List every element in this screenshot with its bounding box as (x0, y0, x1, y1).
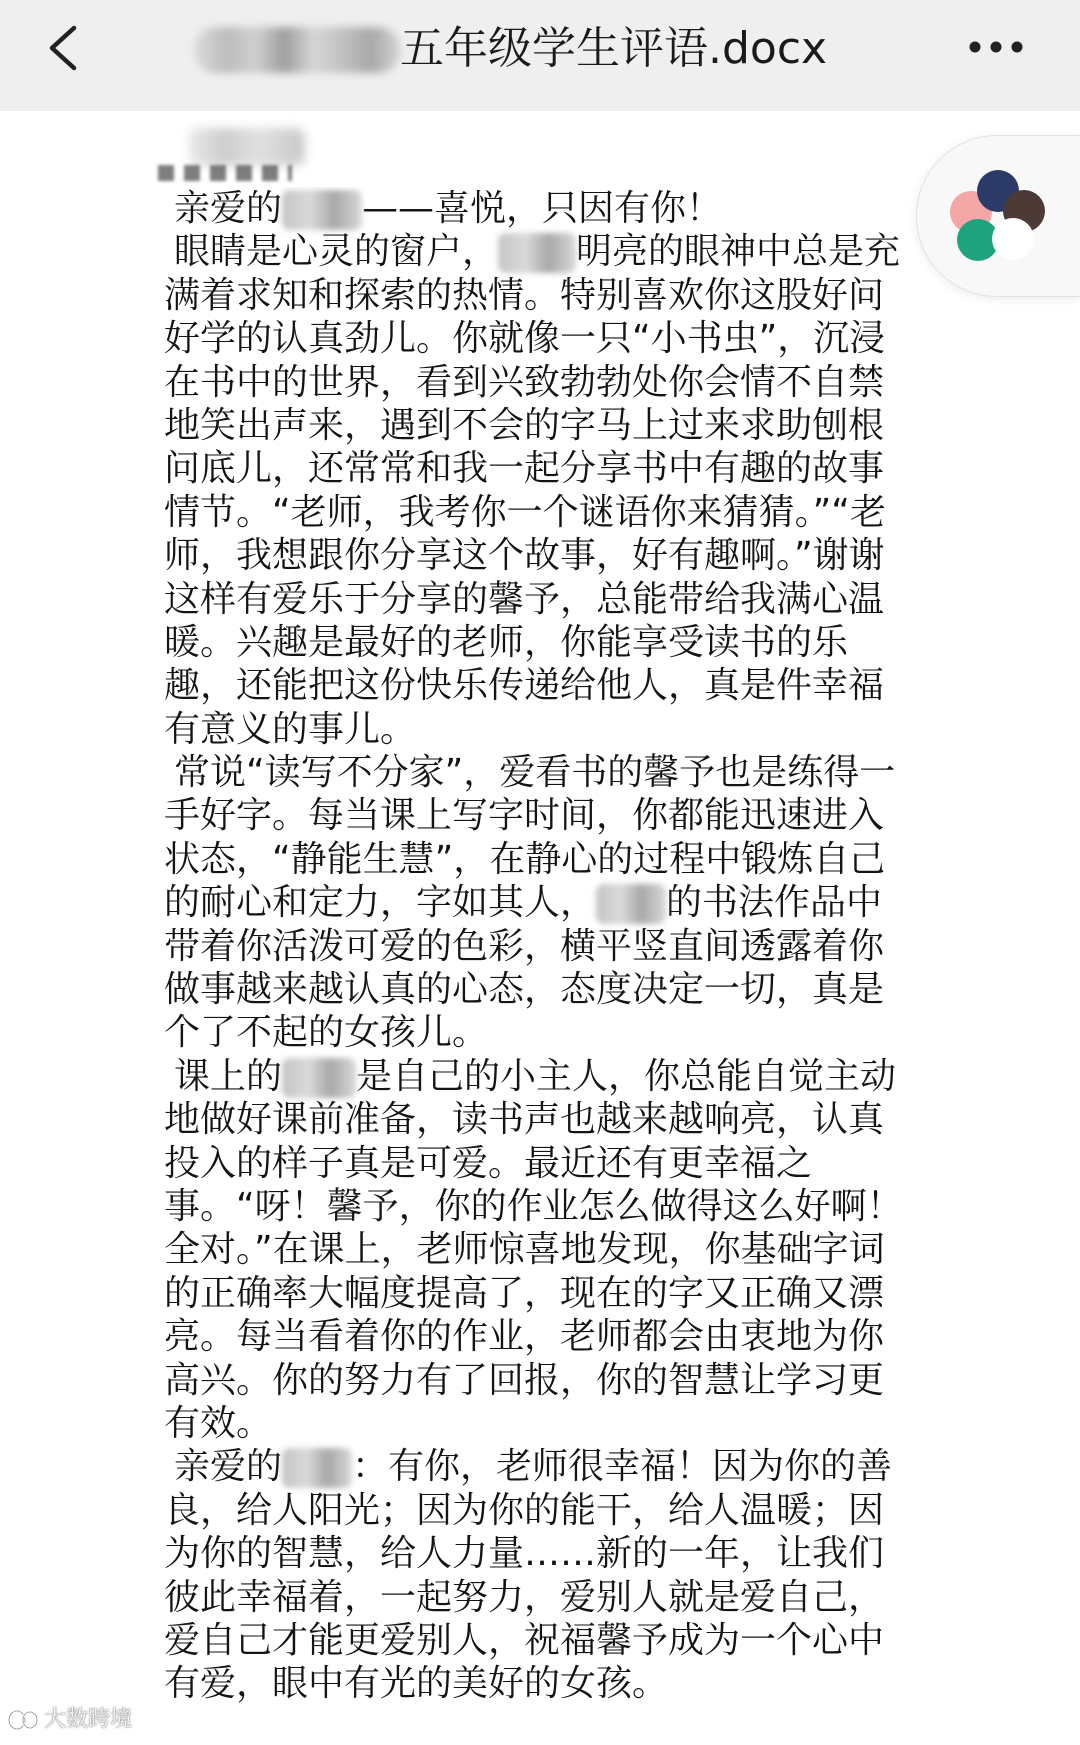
document-line: 做事越来越认真的心态，态度决定一切，真是 (164, 969, 885, 1011)
paragraph-closing (164, 1445, 924, 1705)
line-text: 的书法作品中 (666, 882, 883, 924)
document-line (164, 187, 924, 230)
redacted-name (596, 884, 666, 924)
document-line: 在书中的世界，看到兴致勃勃处你会情不自禁 (164, 361, 885, 403)
more-options-button[interactable] (962, 34, 1030, 60)
line-text: 明亮的眼神中总是充 (576, 231, 901, 273)
redacted-name (282, 190, 362, 230)
document-line: 带着你活泼可爱的色彩，横平竖直间透露着你 (164, 925, 885, 967)
line-text: ——喜悦，只因有你！ (362, 188, 723, 229)
document-line: 投入的样子真是可爱。最近还有更幸福之 (164, 1142, 813, 1184)
document-title: 五年级学生评语.docx (400, 23, 828, 74)
chevron-left-icon (44, 24, 84, 72)
top-navigation-bar (0, 0, 1080, 111)
document-line: 有爱，眼中有光的美好的女孩。 (164, 1663, 669, 1705)
line-text: 亲爱的 (174, 1446, 283, 1488)
paragraph-greeting (164, 187, 924, 230)
watermark-logo-icon (6, 1708, 40, 1732)
document-line (164, 1055, 924, 1098)
document-body (164, 187, 924, 1706)
document-line: 地笑出声来，遇到不会的字马上过来求助刨根 (164, 404, 885, 446)
redacted-name (282, 1448, 352, 1488)
document-line: 地做好课前准备，读书声也越来越响亮，认真 (164, 1099, 885, 1141)
document-line: 彼此幸福着，一起努力，爱别人就是爱自己， (164, 1576, 885, 1618)
back-button[interactable] (44, 24, 84, 72)
document-line: 为你的智慧，给人力量……新的一年，让我们 (164, 1533, 885, 1575)
document-line: 常说“读写不分家”，爱看书的馨予也是练得一 (174, 752, 896, 794)
app-logo-icon (917, 136, 1080, 298)
floating-app-button[interactable] (916, 135, 1080, 297)
paragraph-classroom (164, 1055, 924, 1446)
document-line: 全对。”在课上，老师惊喜地发现，你基础字词 (164, 1229, 885, 1271)
document-line: 师，我想跟你分享这个故事，好有趣啊。”谢谢 (164, 535, 885, 577)
cutoff-text-fragment (158, 165, 292, 181)
document-line: 个了不起的女孩儿。 (164, 1012, 489, 1054)
redacted-name (282, 1058, 356, 1098)
document-line: 亮。每当看着你的作业，老师都会由衷地为你 (164, 1316, 885, 1358)
line-text: 眼睛是心灵的窗户， (174, 231, 499, 273)
more-horizontal-icon (962, 34, 1030, 60)
document-line (164, 230, 924, 273)
line-text: 的耐心和定力，字如其人， (164, 882, 597, 924)
line-text: 课上的 (174, 1055, 283, 1097)
document-line: 问底儿，还常常和我一起分享书中有趣的故事 (164, 448, 885, 490)
line-text: 是自己的小主人，你总能自觉主动 (356, 1055, 897, 1097)
document-line: 情节。“老师，我考你一个谜语你来猜猜。”“老 (164, 491, 886, 533)
document-line: 良，给人阳光；因为你的能干，给人温暖；因 (164, 1489, 885, 1531)
watermark-text: 大数跨境 (44, 1707, 133, 1732)
document-line: 手好字。每当课上写字时间，你都能迅速进入 (164, 795, 885, 837)
document-line: 高兴。你的努力有了回报，你的智慧让学习更 (164, 1359, 885, 1401)
document-line: 有效。 (164, 1402, 273, 1444)
paragraph-reading (164, 230, 924, 751)
document-line: 满着求知和探索的热情。特别喜欢你这股好问 (164, 274, 885, 316)
watermark (6, 1707, 132, 1733)
document-line: 好学的认真劲儿。你就像一只“小书虫”，沉浸 (164, 318, 886, 360)
document-line: 的正确率大幅度提高了，现在的字又正确又漂 (164, 1272, 885, 1314)
document-line: 趣，还能把这份快乐传递给他人，真是件幸福 (164, 665, 885, 707)
document-line (164, 881, 924, 924)
document-line: 这样有爱乐于分享的馨予，总能带给我满心温 (164, 578, 885, 620)
document-line: 有意义的事儿。 (164, 708, 417, 750)
paragraph-calligraphy (164, 751, 924, 1055)
document-line: 状态，“静能生慧”，在静心的过程中锻炼自己 (164, 838, 886, 880)
document-viewer[interactable] (0, 111, 1080, 1745)
redacted-title-prefix (194, 27, 400, 73)
document-line: 事。“呀！馨予，你的作业怎么做得这么好啊！ (164, 1185, 903, 1227)
line-text: 亲爱的 (174, 188, 283, 229)
document-line (164, 1445, 924, 1488)
document-line: 爱自己才能更爱别人，祝福馨予成为一个心中 (164, 1619, 885, 1661)
redacted-cutoff-line (189, 128, 305, 166)
line-text: ：有你，老师很幸福！因为你的善 (352, 1446, 893, 1488)
document-line: 暖。兴趣是最好的老师，你能享受读书的乐 (164, 621, 849, 663)
redacted-name (498, 233, 576, 273)
